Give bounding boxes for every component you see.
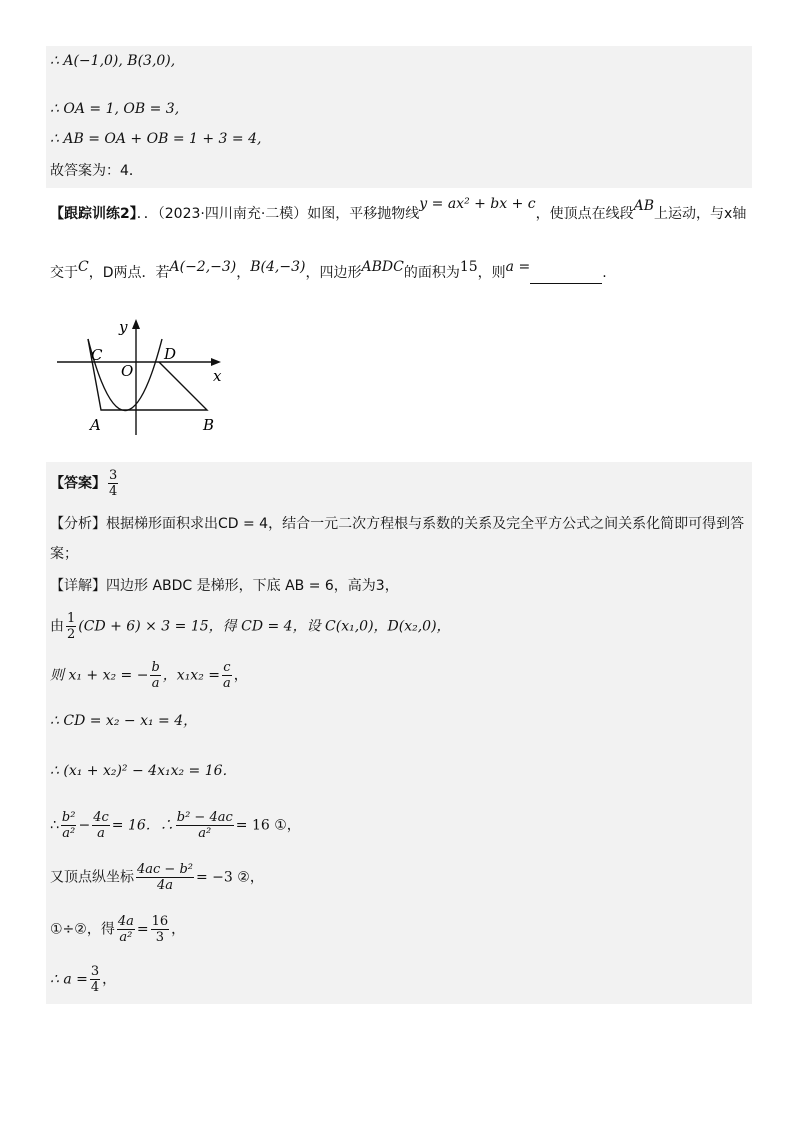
- analysis-line-2: 案；: [50, 546, 78, 562]
- step-4: ∴ (x₁ + x₂)² − 4x₁x₂ = 16．: [50, 763, 237, 779]
- fraction-3-over-4: $\frac{3}{4}$: [90, 964, 100, 995]
- fraction-c-over-a: $\frac{c}{a}$: [223, 660, 231, 691]
- problem-text: ，则: [477, 265, 506, 281]
- point-a-coords: A(−2,−3): [169, 259, 237, 275]
- fraction-half: $\frac{1}{2}$: [67, 611, 76, 642]
- label-o: O: [121, 362, 134, 380]
- label-x: x: [213, 367, 222, 385]
- problem-text: 的面积为: [403, 265, 460, 281]
- fraction-b2-over-a2: $\frac{\text{b²}}{\text{a²}}$: [61, 810, 76, 841]
- problem-text: .: [602, 265, 607, 281]
- text-line: ∴ A(−1,0), B(3,0),: [50, 53, 176, 69]
- x-axis-arrow: [211, 358, 221, 366]
- fraction-vertex-y: $\frac{\text{4ac − b²}}{4a}$: [137, 862, 193, 893]
- answer-blank: [530, 269, 602, 284]
- text-line: 故答案为：4．: [50, 163, 143, 179]
- answer-line: [50, 468, 120, 499]
- analysis-line: 【分析】根据梯形面积求出CD = 4，结合一元二次方程根与系数的关系及完全平方公式之间关系化简即可得到答: [50, 516, 745, 532]
- fraction-discriminant: $\frac{\text{b² − 4ac}}{\text{a²}}$: [176, 810, 233, 841]
- label-c: C: [91, 346, 103, 364]
- step-5: ∴ $\frac{\text{b²}}{\text{a²}}$ − $\frac{4c}{a}$ = 16．∴ $\frac{\text{b² − 4ac}}{\text{a²}}$ = 16 ①，: [50, 810, 301, 841]
- answer-tag: 【答案】: [50, 475, 106, 492]
- text-line: ∴ OA = 1, OB = 3,: [50, 101, 180, 117]
- problem-tag: 【跟踪训练2】: [50, 206, 137, 222]
- label-d: D: [164, 345, 177, 363]
- step-7: ①÷②，得 $\frac{4a}{\text{a²}}$ = $\frac{16}{3}$ ，: [50, 914, 186, 945]
- step-3: ∴ CD = x₂ − x₁ = 4，: [50, 713, 198, 729]
- problem-line-1: [50, 196, 747, 225]
- problem-text: 交于: [50, 265, 78, 281]
- step-8: ∴ a = $\frac{3}{4}$ ，: [50, 964, 117, 995]
- ask-expression: a =: [505, 259, 531, 275]
- text-line: ∴ AB = OA + OB = 1 + 3 = 4,: [50, 131, 262, 147]
- point-label: C: [78, 259, 89, 275]
- segment-label: AB: [633, 198, 655, 214]
- problem-text: ，D两点．若: [88, 265, 170, 281]
- problem-text: ，使顶点在线段: [535, 206, 634, 222]
- point-b-coords: B(4,−3): [250, 259, 306, 275]
- y-axis-arrow: [132, 319, 140, 329]
- step-2: 则 x₁ + x₂ = − $\frac{b}{a}$ ，x₁x₂ = $\frac{c}{a}$ ，: [50, 660, 248, 691]
- answer-fraction: $\frac{3}{4}$: [109, 468, 118, 499]
- problem-text: 上运动，与x轴: [654, 206, 747, 222]
- problem-text: ，四边形: [305, 265, 362, 281]
- fraction-4c-over-a: $\frac{4c}{a}$: [93, 810, 109, 841]
- problem-equation: y = ax² + bx + c: [419, 196, 536, 212]
- area-value: 15: [459, 259, 478, 275]
- step-1: 由 $\frac{1}{2}$ (CD + 6) × 3 = 15，得 CD = 4，设 C(x₁,0)，D(x₂,0)，: [50, 611, 451, 642]
- quadrilateral-abdc: [88, 339, 207, 410]
- fraction-4a-over-a2: $\frac{4a}{\text{a²}}$: [117, 914, 134, 945]
- fraction-b-over-a: $\frac{b}{a}$: [151, 660, 160, 691]
- fraction-16-over-3: $\frac{16}{3}$: [151, 914, 169, 945]
- detail-line: 【详解】四边形 ABDC 是梯形，下底 AB = 6，高为3，: [50, 578, 399, 594]
- quad-label: ABDC: [361, 259, 404, 275]
- problem-source: ．．（2023·四川南充·二模）如图，平移抛物线: [136, 206, 420, 222]
- problem-line-2: [50, 259, 607, 284]
- label-y: y: [119, 318, 128, 336]
- parabola-figure: [55, 315, 240, 440]
- label-a: A: [90, 416, 101, 434]
- step-6: 又顶点纵坐标 $\frac{\text{4ac − b²}}{4a}$ = −3 ②，: [50, 862, 264, 893]
- label-b: B: [203, 416, 215, 434]
- problem-text: ，: [236, 265, 251, 281]
